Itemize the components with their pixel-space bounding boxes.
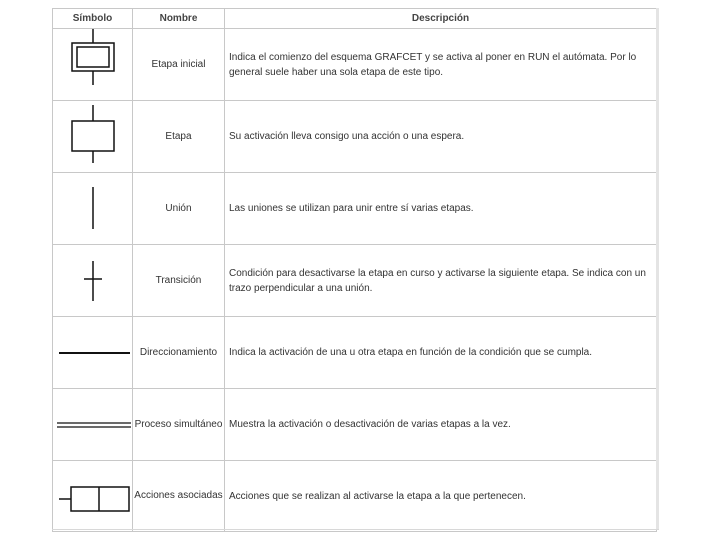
header-description: Descripción: [225, 9, 657, 29]
symbol-name: Transición: [133, 245, 225, 317]
symbol-description: Indica la activación de una u otra etapa en función de la condición que se cumpla.: [225, 317, 657, 389]
table-row: [53, 461, 657, 532]
union-line-icon: [53, 173, 133, 244]
symbol-description: Indica el comienzo del esquema GRAFCET y se activa al poner en RUN el autómata. Por lo general suele haber una sola etapa de este tipo.: [225, 29, 657, 101]
symbol-cell: [53, 173, 133, 245]
symbol-description: Condición para desactivarse la etapa en curso y activarse la siguiente etapa. Se indica con un trazo perpendicular a una unión.: [225, 245, 657, 317]
table-row: [53, 389, 657, 461]
initial-step-icon: [53, 29, 133, 100]
step-icon: [53, 101, 133, 172]
transition-icon: [53, 245, 133, 316]
symbol-name: Unión: [133, 173, 225, 245]
symbol-name: Acciones asociadas: [133, 461, 225, 532]
table-row: [53, 245, 657, 317]
symbol-name: Etapa inicial: [133, 29, 225, 101]
table-row: [53, 101, 657, 173]
grafcet-symbol-table: [52, 8, 657, 532]
symbol-cell: [53, 101, 133, 173]
table-row: [53, 29, 657, 101]
header-name: Nombre: [133, 9, 225, 29]
direction-line-icon: [53, 317, 133, 388]
header-row: [53, 9, 657, 29]
symbol-name: Etapa: [133, 101, 225, 173]
symbol-description: Las uniones se utilizan para unir entre sí varias etapas.: [225, 173, 657, 245]
symbol-description: Muestra la activación o desactivación de varias etapas a la vez.: [225, 389, 657, 461]
symbol-cell: [53, 461, 133, 532]
symbol-description: Acciones que se realizan al activarse la etapa a la que pertenecen.: [225, 461, 657, 532]
symbol-name: Proceso simultáneo: [133, 389, 225, 461]
table-row: [53, 317, 657, 389]
page-bottom-edge: [52, 529, 659, 530]
page-right-edge: [656, 8, 659, 529]
table-row: [53, 173, 657, 245]
symbol-cell: [53, 245, 133, 317]
symbol-name: Direccionamiento: [133, 317, 225, 389]
associated-actions-icon: [53, 461, 133, 531]
symbol-cell: [53, 29, 133, 101]
simultaneous-process-icon: [53, 389, 133, 460]
symbol-cell: [53, 317, 133, 389]
symbol-description: Su activación lleva consigo una acción o una espera.: [225, 101, 657, 173]
header-symbol: Símbolo: [53, 9, 133, 29]
symbol-cell: [53, 389, 133, 461]
